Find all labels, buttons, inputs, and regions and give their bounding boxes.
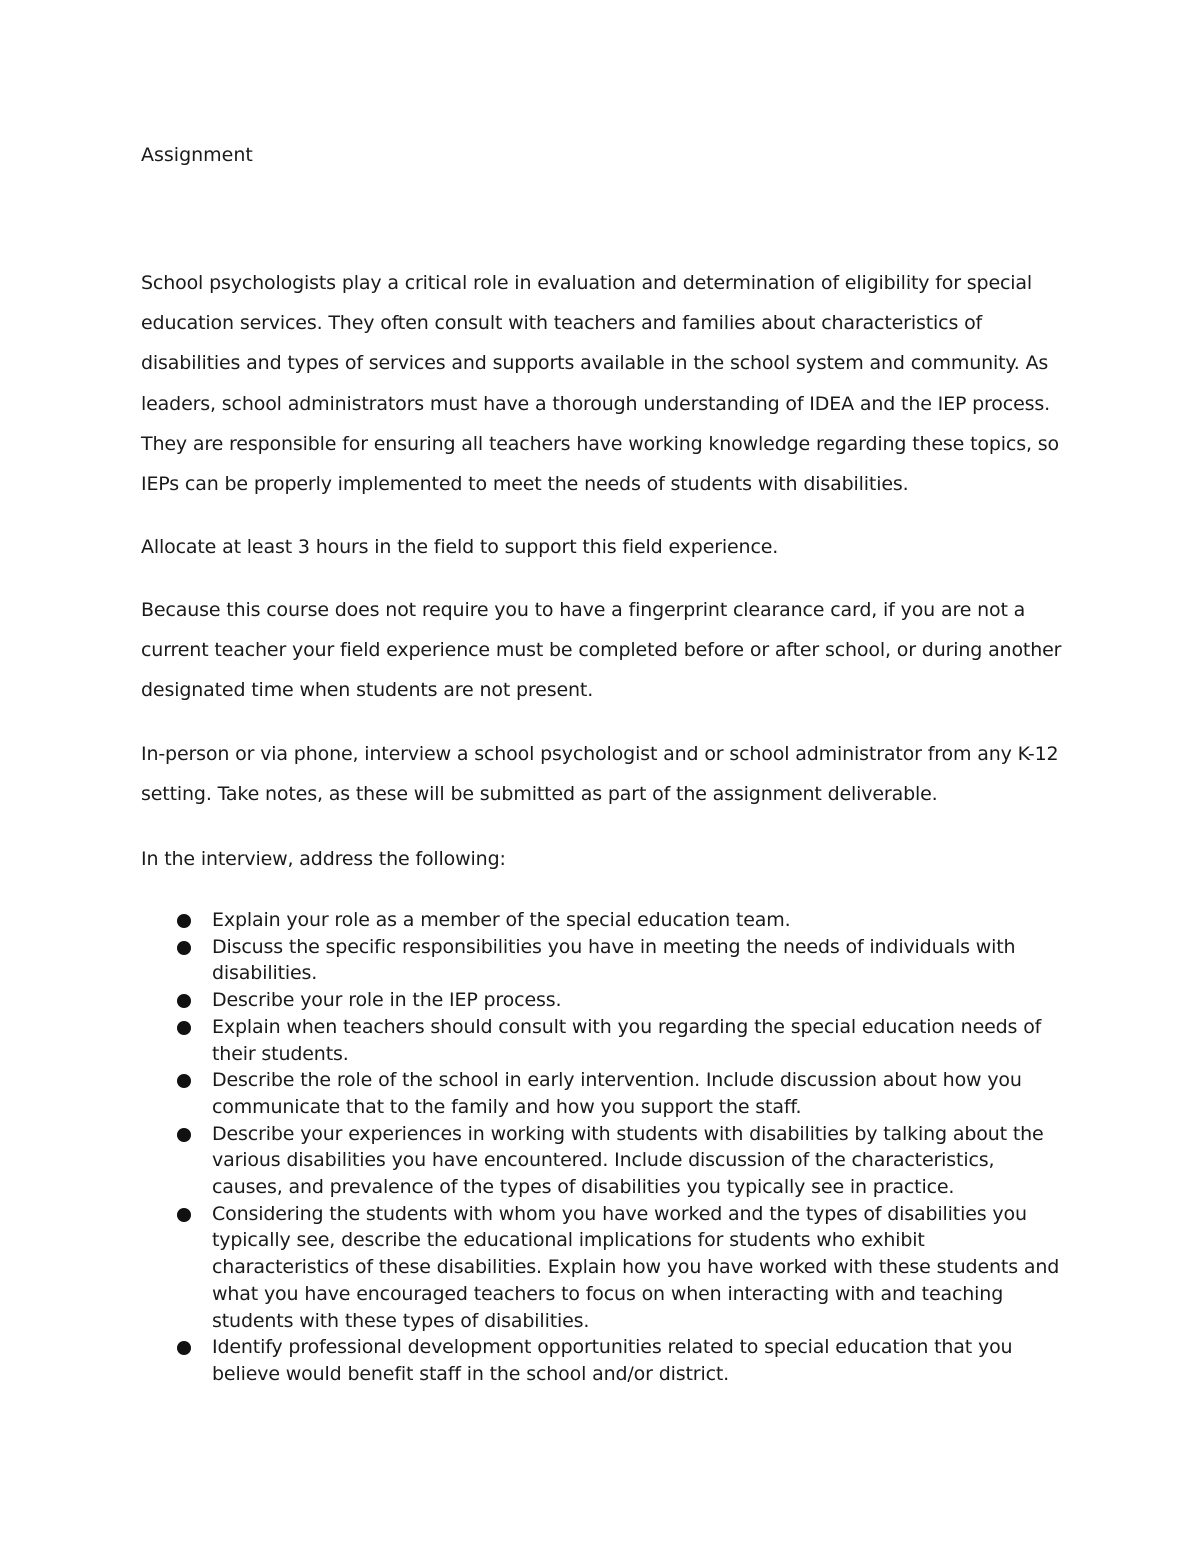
bullet-icon (177, 1128, 191, 1142)
bullet-icon (177, 1341, 191, 1355)
bullet-icon (177, 994, 191, 1008)
interview-instructions-paragraph: In-person or via phone, interview a school psychologist and or school administrator from any K-12 setting. Take notes, as these will be submitted as part of the assignment deliverable. (141, 743, 1059, 806)
bullet-icon (177, 1021, 191, 1035)
list-item (141, 987, 1061, 1014)
list-item-text: Explain when teachers should consult with you regarding the special education needs of their students. (212, 1015, 1042, 1065)
list-item (141, 907, 1061, 934)
list-item-text: Considering the students with whom you have worked and the types of disabilities you typically see, describe the educational implications for students who exhibit characteristics of these disabilities. Explain how you have worked with these students and what you have encouraged teachers to focus on when interacting with and teaching students with these types of disabilities. (212, 1202, 1060, 1332)
intro-paragraph: School psychologists play a critical role in evaluation and determination of eligibility for special education services. They often consult with teachers and families about characteristics of disabilities and types of services and supports available in the school system and community. As leaders, school administrators must have a thorough understanding of IDEA and the IEP process. They are responsible for ensuring all teachers have working knowledge regarding these topics, so IEPs can be properly implemented to meet the needs of students with disabilities. (141, 272, 1059, 496)
list-item-text: Explain your role as a member of the special education team. (212, 909, 791, 931)
interview-topics-list (141, 907, 1061, 1388)
document-title: Assignment (141, 144, 253, 166)
field-hours-paragraph: Allocate at least 3 hours in the field to support this field experience. (141, 536, 779, 558)
bullet-icon (177, 1208, 191, 1222)
clearance-paragraph: Because this course does not require you to have a fingerprint clearance card, if you are not a current teacher your field experience must be completed before or after school, or during another designated time when students are not present. (141, 599, 1062, 702)
list-item (141, 1201, 1061, 1335)
list-item (141, 1121, 1061, 1201)
list-item (141, 1334, 1061, 1387)
bullet-icon (177, 941, 191, 955)
list-item-text: Identify professional development opportunities related to special education that you believe would benefit staff in the school and/or district. (212, 1336, 1013, 1385)
bullet-icon (177, 914, 191, 928)
list-item-text: Describe the role of the school in early intervention. Include discussion about how you communicate that to the family and how you support the staff. (212, 1069, 1022, 1118)
list-item (141, 1067, 1061, 1120)
bullet-icon (177, 1074, 191, 1088)
interview-topics-intro: In the interview, address the following: (141, 848, 506, 870)
list-item-text: Describe your experiences in working with students with disabilities by talking about the various disabilities you have encountered. Include discussion of the characteristics, causes, and prevalence of the types of disabilities you typically see in practice. (212, 1122, 1044, 1199)
list-item (141, 934, 1061, 987)
list-item (141, 1014, 1061, 1067)
list-item-text: Discuss the specific responsibilities you have in meeting the needs of individuals with disabilities. (212, 935, 1016, 985)
list-item-text: Describe your role in the IEP process. (212, 989, 562, 1012)
